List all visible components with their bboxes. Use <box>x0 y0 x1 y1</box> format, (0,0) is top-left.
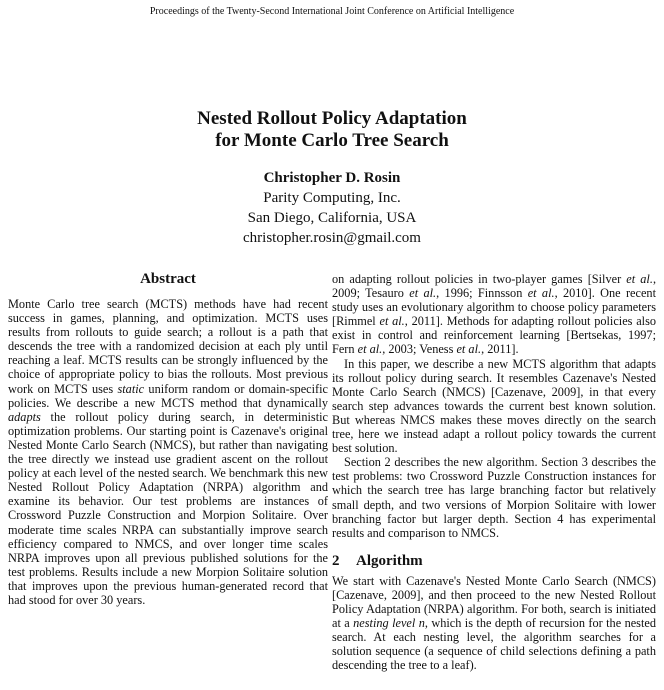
section-title: Algorithm <box>356 552 423 569</box>
left-column <box>8 270 328 607</box>
title-line-2: for Monte Carlo Tree Search <box>215 130 449 151</box>
author-affiliation: Parity Computing, Inc. <box>263 190 401 206</box>
algorithm-paragraph: We start with Cazenave's Nested Monte Carlo Search (NMCS) [Cazenave, 2009], and then proceed to the new Nested Rollout Policy Adaptation (NRPA) algorithm. For both, search is initiated at a nesting level n, which is the depth of recursion for the nested search. At each nesting level, the algorithm searches for a solution sequence (a sequence of child selections defining a path descending the tree to a leaf). <box>332 573 656 673</box>
author-block <box>0 168 664 248</box>
intro-paragraph-related-work: on adapting rollout policies in two-player games [Silver et al., 2009; Tesauro et al., 1996; Finnsson et al., 2010]. One recent study uses an evolutionary algorithm to choose policy parameters [Rimmel et al., 2011]. Methods for adapting rollout policies also exist in control and reinforcement learning [Bertsekas, 1997; Fern et al., 2003; Veness et al., 2011]. <box>332 272 657 357</box>
right-column <box>332 272 656 672</box>
title-line-1: Nested Rollout Policy Adaptation <box>197 108 467 129</box>
paper-title <box>0 108 664 152</box>
author-email: christopher.rosin@gmail.com <box>243 230 421 246</box>
section-number: 2 <box>332 552 340 569</box>
intro-paragraph-this-paper: In this paper, we describe a new MCTS algorithm that adapts its rollout policy during search. It resembles Cazenave's Nested Monte Carlo Search (NMCS) [Cazenave, 2009], in that every search step advances towards the current best known solution. But whereas NMCS makes these moves directly on the search tree, here we instead adapt a rollout policy towards the current best solution. <box>332 356 656 456</box>
intro-paragraph-outline: Section 2 describes the new algorithm. Section 3 describes the test problems: two Crossword Puzzle Construction instances for which the search tree has large branching factor but relatively small depth, and two versions of Morpion Solitaire with lower branching factor but larger depth. Section 4 has experimental results and comparison to NMCS. <box>332 455 656 540</box>
abstract-text: Monte Carlo tree search (MCTS) methods have had recent success in games, planning, and optimization. MCTS uses results from rollouts to guide search; a rollout is a path that descends the tree with a randomized decision at each ply until reaching a leaf. MCTS results can be strongly influenced by the choice of appropriate policy to bias the rollouts. Most previous work on MCTS uses static uniform random or domain-specific policies. We describe a new MCTS method that dynamically adapts the rollout policy during search, in deterministic optimization problems. Our starting point is Cazenave's original Nested Monte Carlo Search (NMCS), but rather than navigating the tree directly we instead use gradient ascent on the rollout policy at each level of the nested search. We benchmark this new Nested Rollout Policy Adaptation (NRPA) algorithm and examine its behavior. Our test problems are instances of Crossword Puzzle Construction and Morpion Solitaire. Over moderate time scales NRPA can substantially improve search efficiency compared to NMCS, and over longer time scales NRPA improves upon all previous published solutions for the test problems. Results include a new Morpion Solitaire solution that improves upon the previous human-generated record that had stood for over 30 years. <box>8 297 328 607</box>
section-heading-algorithm <box>332 552 656 570</box>
author-name: Christopher D. Rosin <box>263 170 401 186</box>
proceedings-header: Proceedings of the Twenty-Second International Joint Conference on Artificial Intelligence <box>149 6 515 17</box>
abstract-heading: Abstract <box>140 271 196 287</box>
author-location: San Diego, California, USA <box>247 210 417 226</box>
